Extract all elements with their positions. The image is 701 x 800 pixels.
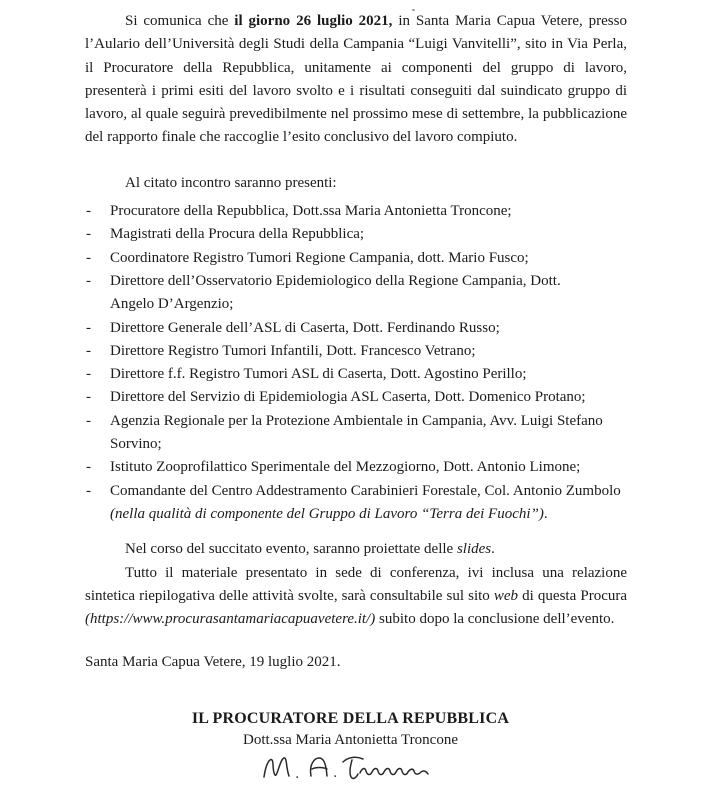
list-dash: - xyxy=(86,459,91,476)
paragraph-materials: Tutto il materiale presentato in sede di conferenza, ivi inclusa una relazione sintetica riepilogativa delle attività svolte, sarà consultabile sul sito web di questa Procura (https://www.procurasantamariacapuavetere.it/) subito dopo la conclusione dell’evento. xyxy=(85,564,627,628)
text-run: in Santa Maria Capua Vetere, presso l’Aulario dell’Università degli Studi della Campania “Luigi Vanvitelli”, sito in Via Perla, il Procuratore della Repubblica, unitamente ai componenti del gruppo di lavoro, presenterà i primi esiti del lavoro svolto e i risultati conseguiti dal suindicato gruppo di lavoro, al quale seguirà prevedibilmente nel prossimo mese di settembre, la pubblicazione del rapporto finale che raccoglie l’esito conclusivo del lavoro compiuto. xyxy=(85,13,627,146)
italic-run: (nella qualità di componente del Gruppo di Lavoro “Terra dei Fuochi”) xyxy=(110,505,544,522)
list-item-text: Direttore del Servizio di Epidemiologia ASL Caserta, Dott. Domenico Protano; xyxy=(110,389,586,406)
list-dash: - xyxy=(86,203,91,220)
list-item xyxy=(85,247,627,270)
dateline: Santa Maria Capua Vetere, 19 luglio 2021. xyxy=(85,654,341,671)
list-item xyxy=(85,456,627,479)
attendees-list xyxy=(85,200,627,526)
list-dash: - xyxy=(86,226,91,243)
list-item-text: Agenzia Regionale per la Protezione Ambientale in Campania, Avv. Luigi Stefano Sorvino; xyxy=(110,412,603,453)
list-item-text: Direttore Generale dell’ASL di Caserta, Dott. Ferdinando Russo; xyxy=(110,319,500,336)
bold-date-run: il giorno 26 luglio 2021, xyxy=(234,13,393,29)
signature-block xyxy=(0,707,701,785)
list-dash: - xyxy=(86,319,91,336)
website-url-text: (https://www.procurasantamariacapuavetere.it/) xyxy=(85,611,376,628)
handwritten-signature-icon xyxy=(256,751,446,785)
scan-speck xyxy=(412,9,415,11)
italic-run: slides xyxy=(456,541,492,558)
list-dash: - xyxy=(86,272,91,289)
list-item xyxy=(85,480,627,527)
list-dash: - xyxy=(86,249,91,266)
list-dash: - xyxy=(86,342,91,359)
list-dash: - xyxy=(86,389,91,406)
list-dash: - xyxy=(86,366,91,383)
list-item xyxy=(85,223,627,246)
list-item xyxy=(85,270,627,317)
italic-run: web xyxy=(493,587,519,604)
list-item-text: Procuratore della Repubblica, Dott.ssa Maria Antonietta Troncone; xyxy=(110,203,512,220)
list-item-text: Direttore dell’Osservatorio Epidemiologico della Regione Campania, Dott. Angelo D’Argenzio; xyxy=(110,272,561,313)
list-dash: - xyxy=(86,482,91,499)
paragraph-announcement xyxy=(85,10,627,150)
list-item xyxy=(85,386,627,409)
list-item-text: Coordinatore Registro Tumori Regione Campania, dott. Mario Fusco; xyxy=(110,249,529,266)
list-item xyxy=(85,410,627,457)
list-item xyxy=(85,317,627,340)
list-item-text: Comandante del Centro Addestramento Carabinieri Forestale, Col. Antonio Zumbolo (nella qualità di componente del Gruppo di Lavoro “Terra dei Fuochi”). xyxy=(110,482,621,522)
text-run: Tutto il materiale presentato in sede di conferenza, ivi inclusa una relazione sintetica riepilogativa delle attività svolte, sarà consultabile sul sito xyxy=(85,564,627,604)
text-run: Si comunica che xyxy=(125,13,235,29)
list-item-text: Magistrati della Procura della Repubblica; xyxy=(110,226,365,243)
list-item-text: Istituto Zooprofilattico Sperimentale del Mezzogiorno, Dott. Antonio Limone; xyxy=(110,459,581,476)
list-item xyxy=(85,340,627,363)
signer-title: IL PROCURATORE DELLA REPUBBLICA xyxy=(191,710,510,727)
list-item xyxy=(85,363,627,386)
list-item-text: Direttore Registro Tumori Infantili, Dott. Francesco Vetrano; xyxy=(110,342,476,359)
text-run: Nel corso del succitato evento, saranno proiettate delle xyxy=(125,541,457,558)
list-item xyxy=(85,200,627,223)
paragraph-slides: Nel corso del succitato evento, saranno proiettate delle slides. xyxy=(125,541,495,558)
list-item-text: Direttore f.f. Registro Tumori ASL di Caserta, Dott. Agostino Perillo; xyxy=(110,366,527,383)
list-dash: - xyxy=(86,412,91,429)
paragraph-attendees-intro: Al citato incontro saranno presenti: xyxy=(125,174,337,191)
signer-name: Dott.ssa Maria Antonietta Troncone xyxy=(243,732,458,748)
